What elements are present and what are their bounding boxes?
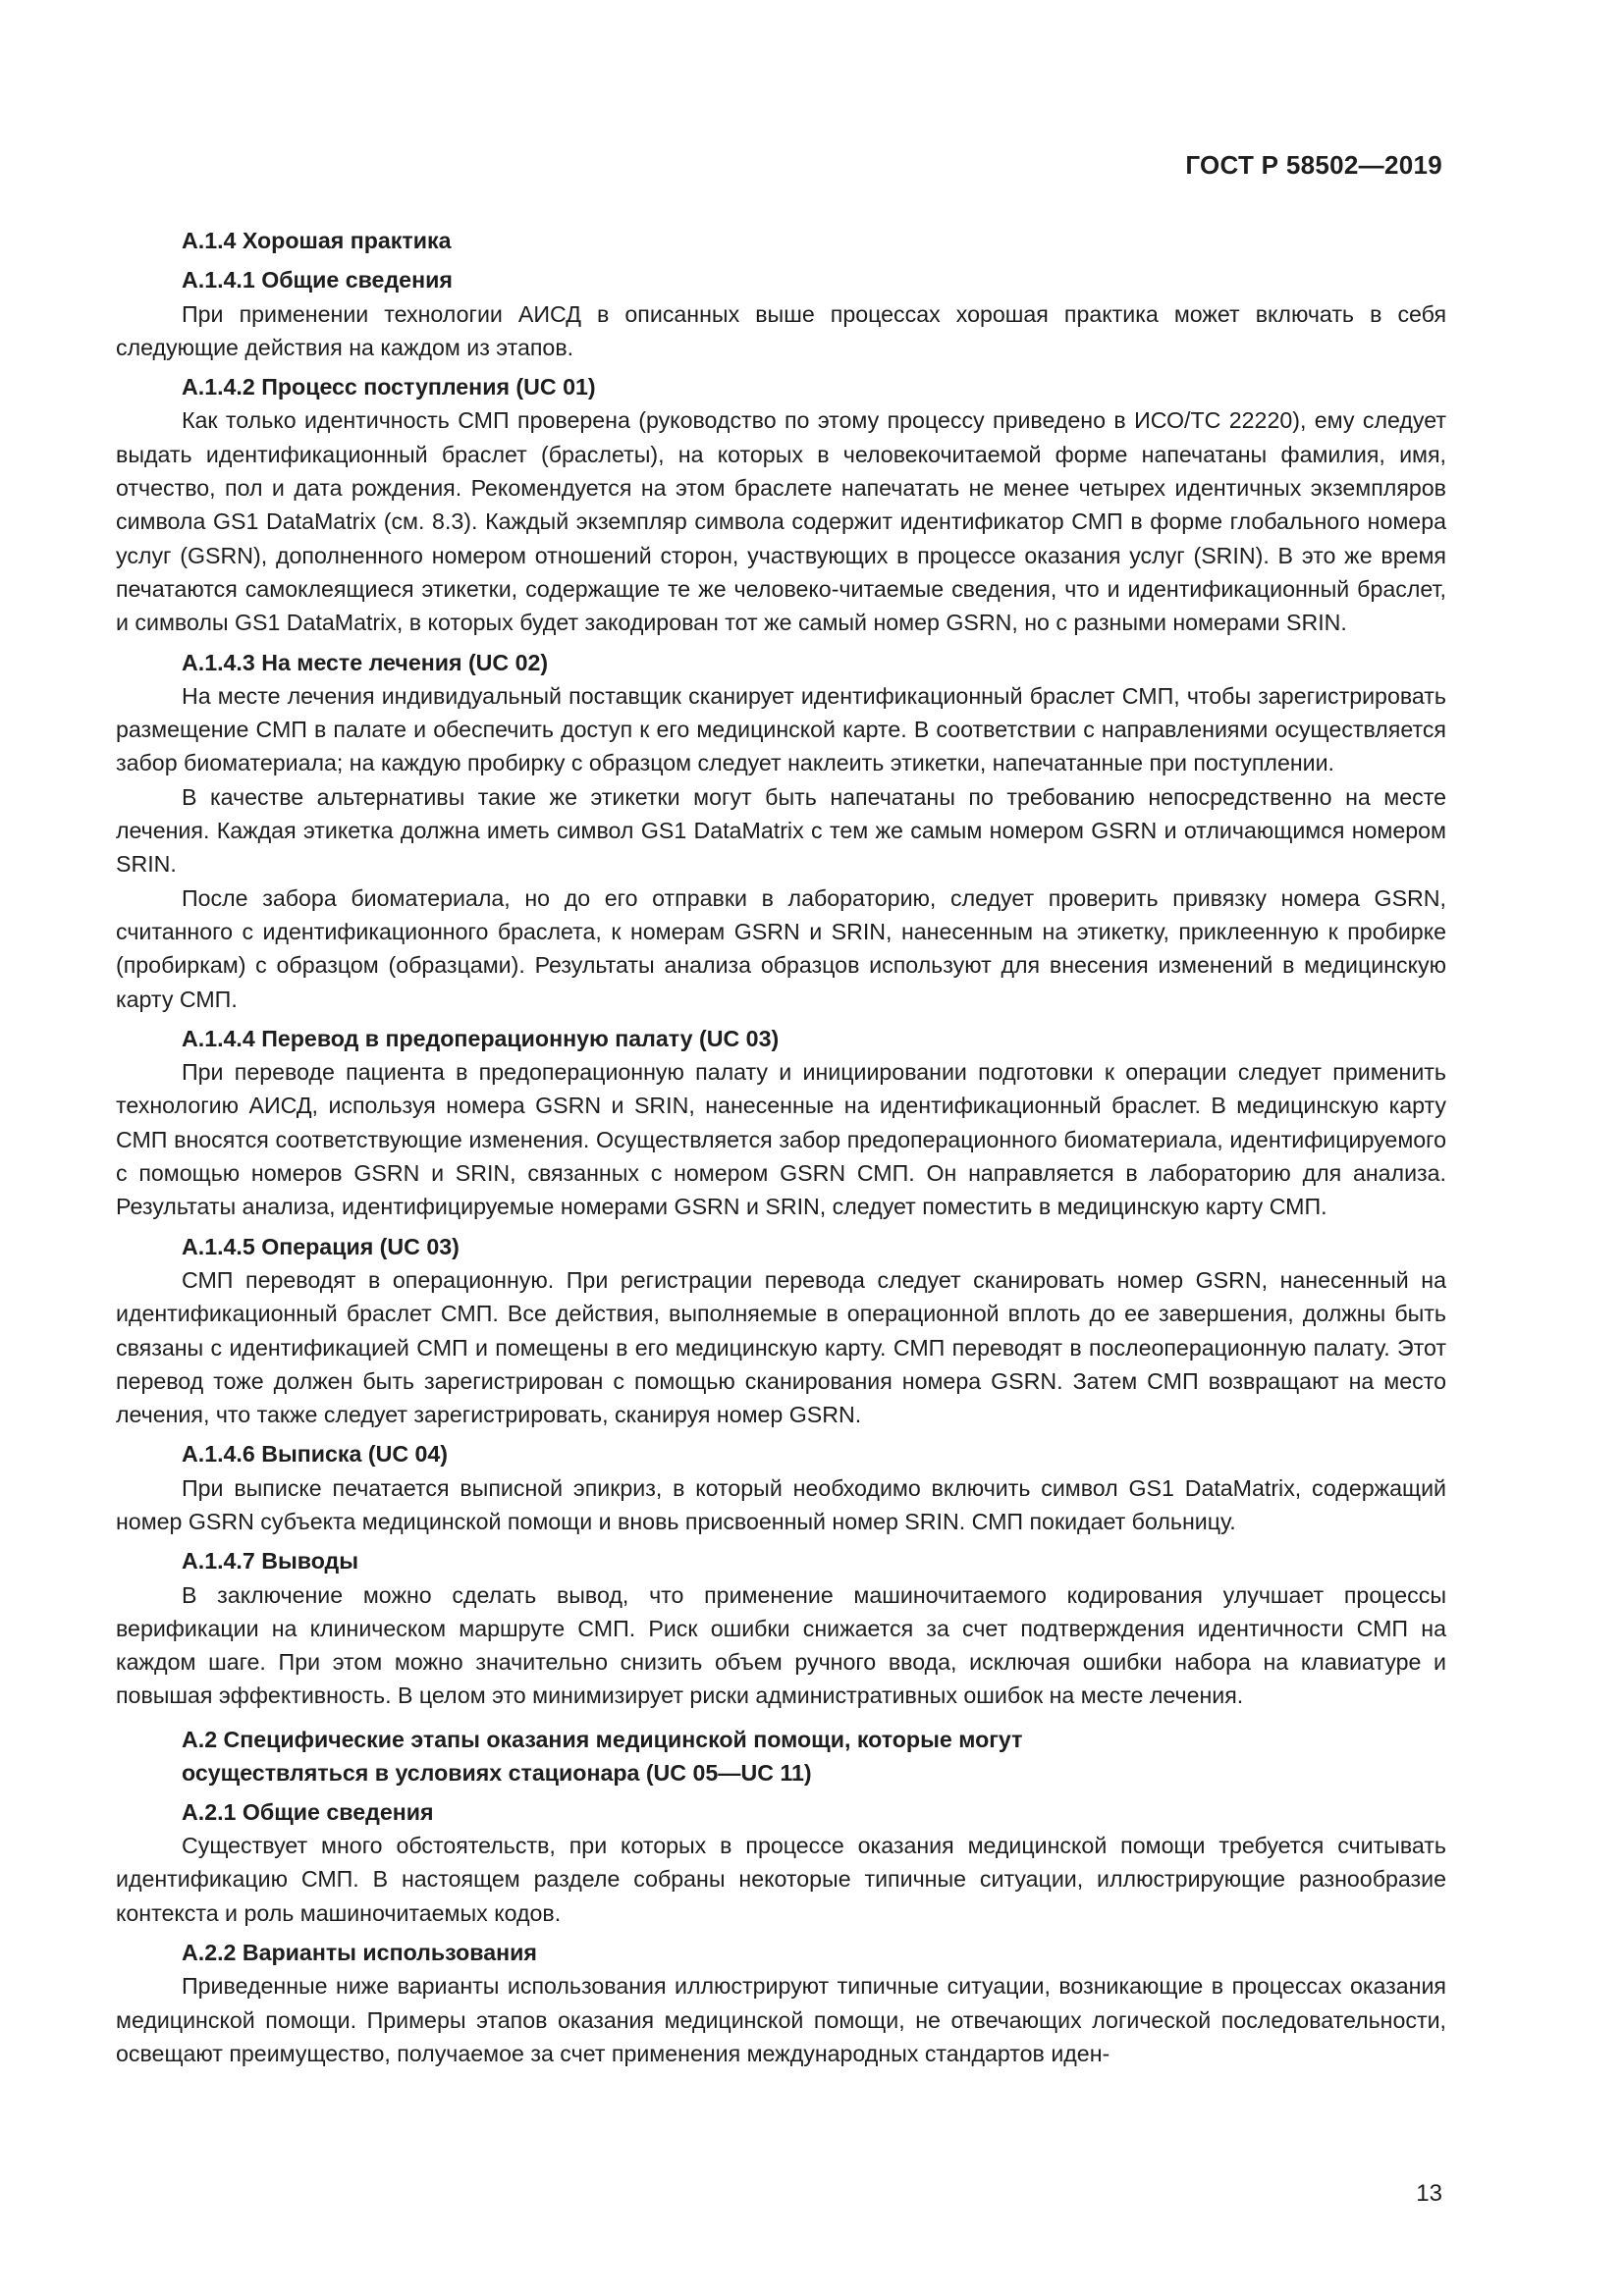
paragraph: При переводе пациента в предоперационную палату и инициировании подготовки к операции следует применить технологию АИСД, используя номера GSRN и SRIN, нанесенные на идентификационный браслет. В медицинскую карту СМП вносятся соответствующие изменения. Осуществляется забор предоперационного биоматериала, идентифицируемого с помощью номеров GSRN и SRIN, связанных с номером GSRN СМП. Он направляется в лабораторию для анализа. Результаты анализа, идентифицируемые номерами GSRN и SRIN, следует поместить в медицинскую карту СМП. <box>116 1059 1446 1220</box>
section-heading: А.2.2 Варианты использования <box>182 1939 537 1965</box>
section-heading: А.1.4.6 Выписка (UC 04) <box>182 1441 449 1468</box>
section-heading: А.1.4.5 Операция (UC 03) <box>182 1233 460 1259</box>
paragraph: На месте лечения индивидуальный поставщик сканирует идентификационный браслет СМП, чтобы зарегистрировать размещение СМП в палате и обеспечить доступ к его медицинской карте. В соответствии с направлениями осуществляется забор биоматериала; на каждую пробирку с образцом следует наклеить этикетки, напечатанные при поступлении. <box>116 682 1446 776</box>
paragraph: Как только идентичность СМП проверена (руководство по этому процессу приведено в ИСО/ТС 22220), ему следует выдать идентификационный браслет (браслеты), на которых в человекочитаемой форме напечатаны фамилия, имя, отчество, пол и дата рождения. Рекомендуется на этом браслете напечатать не менее четырех идентичных экземпляров символа GS1 DataMatrix (см. 8.3). Каждый экземпляр символа содержит идентификатор СМП в форме глобального номера услуг (GSRN), дополненного номером отношений сторон, участвующих в процессе оказания услуг (SRIN). В это же время печатаются самоклеящиеся этикетки, содержащие те же человеко-читаемые сведения, что и идентификационный браслет, и символы GS1 DataMatrix, в которых будет закодирован тот же самый номер GSRN, но с разными номерами SRIN. <box>116 407 1446 636</box>
paragraph: Существует много обстоятельств, при которых в процессе оказания медицинской помощи требуется считывать идентификацию СМП. В настоящем разделе собраны некоторые типичные ситуации, иллюстрирующие разнообразие контекста и роль машиночитаемых кодов. <box>116 1833 1446 1926</box>
section-heading: А.1.4.1 Общие сведения <box>182 267 453 294</box>
section-heading: А.1.4 Хорошая практика <box>182 228 452 253</box>
paragraph: При применении технологии АИСД в описанных выше процессах хорошая практика может включать в себя следующие действия на каждом из этапов. <box>116 300 1446 360</box>
section-heading-major: А.2 Специфические этапы оказания медицинской помощи, которые могут осуществляться в условиях стационара (UC 05—UC 11) <box>182 1726 1023 1786</box>
document-body <box>116 224 1446 2070</box>
paragraph: В качестве альтернативы такие же этикетки могут быть напечатаны по требованию непосредственно на месте лечения. Каждая этикетка должна иметь символ GS1 DataMatrix с тем же самым номером GSRN и отличающимся номером SRIN. <box>116 783 1446 878</box>
section-heading: А.1.4.4 Перевод в предоперационную палату (UC 03) <box>182 1025 780 1051</box>
section-heading: А.1.4.2 Процесс поступления (UC 01) <box>182 374 596 400</box>
paragraph: Приведенные ниже варианты использования иллюстрируют типичные ситуации, возникающие в процессах оказания медицинской помощи. Примеры этапов оказания медицинской помощи, не отвечающих логической последовательности, освещают преимущество, получаемое за счет применения международных стандартов иден- <box>116 1973 1446 2066</box>
paragraph: СМП переводят в операционную. При регистрации перевода следует сканировать номер GSRN, нанесенный на идентификационный браслет СМП. Все действия, выполняемые в операционной вплоть до ее завершения, должны быть связаны с идентификацией СМП и помещены в его медицинскую карту. СМП переводят в послеоперационную палату. Этот перевод тоже должен быть зарегистрирован с помощью сканирования номера GSRN. Затем СМП возвращают на место лечения, что также следует зарегистрировать, сканируя номер GSRN. <box>116 1266 1446 1428</box>
paragraph: При выписке печатается выписной эпикриз, в который необходимо включить символ GS1 DataMatrix, содержащий номер GSRN субъекта медицинской помощи и вновь присвоенный номер SRIN. СМП покидает больницу. <box>116 1474 1446 1534</box>
document-id-header: ГОСТ Р 58502—2019 <box>1185 150 1442 180</box>
section-heading: А.1.4.3 На месте лечения (UC 02) <box>182 649 549 675</box>
section-heading: А.2.1 Общие сведения <box>182 1798 434 1825</box>
section-heading: А.1.4.7 Выводы <box>182 1548 359 1575</box>
paragraph: В заключение можно сделать вывод, что применение машиночитаемого кодирования улучшает процессы верификации на клиническом маршруте СМП. Риск ошибки снижается за счет подтверждения идентичности СМП на каждом шаге. При этом можно значительно снизить объем ручного ввода, исключая ошибки набора на клавиатуре и повышая эффективность. В целом это минимизирует риски административных ошибок на месте лечения. <box>116 1581 1446 1709</box>
paragraph: После забора биоматериала, но до его отправки в лабораторию, следует проверить привязку номера GSRN, считанного с идентификационного браслета, к номерам GSRN и SRIN, нанесенным на этикетку, приклеенную к пробирке (пробиркам) с образцом (образцами). Результаты анализа образцов используют для внесения изменений в медицинскую карту СМП. <box>116 884 1446 1012</box>
page-number: 13 <box>1416 2180 1442 2207</box>
